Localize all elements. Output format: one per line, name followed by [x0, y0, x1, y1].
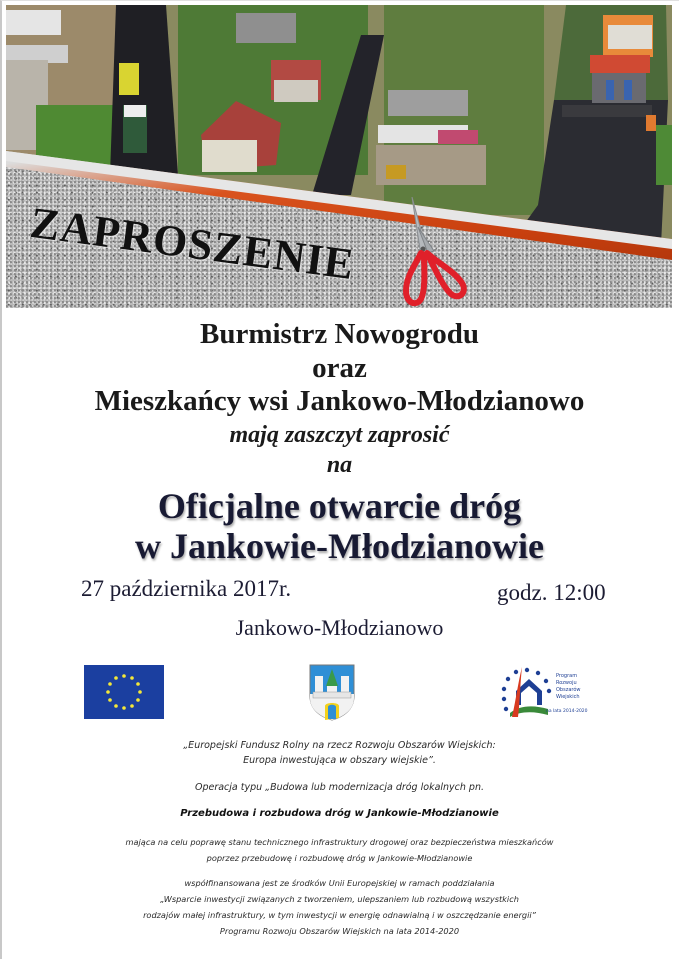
footer-cofinance-line2: „Wsparcie inwestycji związanych z tworzeniem, ulepszaniem lub rozbudową wszystkich: [160, 894, 519, 904]
host-conjunction: oraz: [312, 352, 367, 384]
invite-phrase: mają zaszczyt zaprosić: [229, 422, 450, 448]
host-residents: Mieszkańcy wsi Jankowo-Młodzianowo: [94, 385, 585, 417]
prow-text-3: Obszarów: [556, 687, 581, 693]
footer-goal-line1: mająca na celu poprawę stanu technicznego infrastruktury drogowej oraz bezpieczeństwa mieszkańców: [125, 837, 554, 847]
footer-project-name: Przebudowa i rozbudowa dróg w Jankowie-Młodzianowie: [180, 808, 499, 819]
event-place: Jankowo-Młodzianowo: [235, 615, 444, 640]
event-date: 27 października 2017r.: [81, 576, 292, 601]
invite-phrase-na: na: [326, 452, 353, 478]
event-title-line1: Oficjalne otwarcie dróg: [157, 486, 522, 526]
footer-cofinance-line1: współfinansowana jest ze środków Unii Europejskiej w ramach poddziałania: [184, 878, 495, 888]
footer-program-name: Programu Rozwoju Obszarów Wiejskich na lata 2014-2020: [219, 926, 460, 936]
footer-fund-line1: „Europejski Fundusz Rolny na rzecz Rozwoju Obszarów Wiejskich:: [183, 740, 496, 751]
invitation-title: ZAPROSZENIE: [27, 197, 358, 290]
event-title-line2: w Jankowie-Młodzianowie: [135, 526, 544, 566]
eu-flag-logo: [84, 665, 164, 719]
prow-text-years: na lata 2014-2020: [546, 709, 588, 714]
host-mayor: Burmistrz Nowogrodu: [200, 318, 479, 350]
footer-operation-type: Operacja typu „Budowa lub modernizacja dróg lokalnych pn.: [194, 782, 485, 793]
prow-logo: [496, 663, 588, 721]
footer-cofinance-line3: rodzajów małej infrastruktury, w tym inwestycji w energię odnawialną i w oszczędzanie energii”: [143, 910, 536, 920]
event-time: godz. 12:00: [497, 580, 606, 605]
prow-text-2: Rozwoju: [556, 680, 577, 686]
footer-fund-line2: Europa inwestująca w obszary wiejskie”.: [243, 755, 436, 766]
prow-text-1: Program: [556, 673, 578, 679]
hero-banner: [6, 5, 672, 308]
scissors-icon: [394, 197, 474, 308]
nowogrod-coat-of-arms: [309, 664, 355, 721]
footer-goal-line2: poprzez przebudowę i rozbudowę dróg w Jankowie-Młodzianowie: [206, 853, 473, 863]
prow-text-4: Wiejskich: [556, 694, 580, 700]
